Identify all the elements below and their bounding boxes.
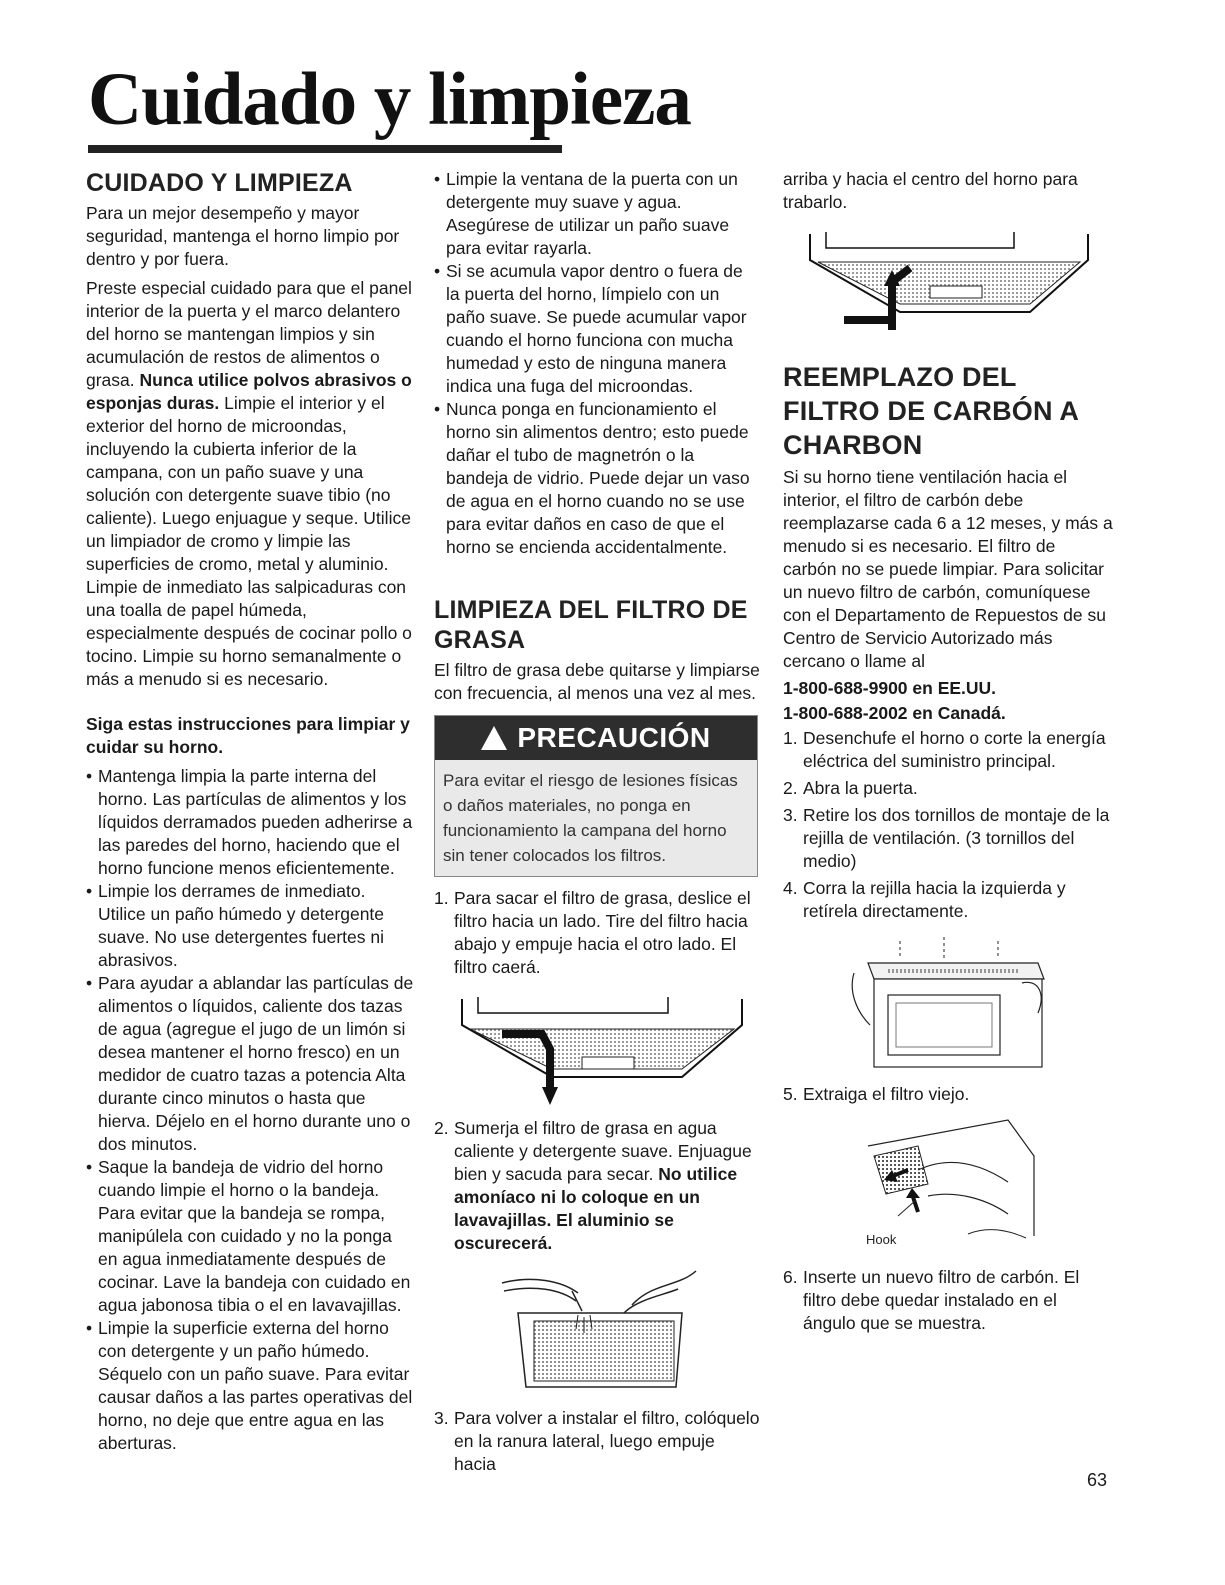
step-text: Sumerja el filtro de grasa en agua caliente y detergente suave. Enjuague bien y sacuda para secar. (454, 1118, 752, 1184)
column-middle (434, 168, 760, 1480)
figure-extract-filter (783, 1116, 1113, 1254)
paragraph-care (86, 277, 414, 691)
figure-wash-filter (434, 1265, 760, 1395)
list-item (783, 877, 1113, 923)
phone-canada: 1-800-688-2002 en Canadá. (783, 703, 1006, 723)
warning-title: PRECAUCIÓN (517, 722, 711, 753)
paragraph-intro: Para un mejor desempeño y mayor seguridad, mantenga el horno limpio por dentro y por fuera. (86, 203, 400, 269)
step-text: Desenchufe el horno o corte la energía eléctrica del suministro principal. (803, 728, 1106, 771)
list-item (783, 1266, 1113, 1335)
instructions-heading: Siga estas instrucciones para limpiar y cuidar su horno. (86, 714, 410, 757)
step-text: Para sacar el filtro de grasa, deslice el filtro hacia un lado. Tire del filtro hacia abajo y empuje hacia el otro lado. El filtro caerá. (454, 888, 751, 977)
paragraph-grease-intro: El filtro de grasa debe quitarse y limpiarse con frecuencia, al menos una vez al mes. (434, 660, 760, 703)
care-bullet-list (86, 765, 414, 1455)
charcoal-steps-b (783, 1083, 1113, 1106)
step-number: 3. (434, 1408, 449, 1428)
extract-filter-illustration (858, 1116, 1038, 1254)
step-text: Para volver a instalar el filtro, colóquelo en la ranura lateral, luego empuje hacia (454, 1408, 760, 1474)
charcoal-steps-c (783, 1266, 1113, 1335)
step-text: Corra la rejilla hacia la izquierda y retírela directamente. (803, 878, 1066, 921)
list-item: • Limpie los derrames de inmediato. Utilice un paño húmedo y detergente suave. No use detergentes fuertes ni abrasivos. (86, 880, 414, 972)
list-item (434, 1407, 760, 1476)
filter-washing-illustration (482, 1265, 712, 1395)
step-number: 3. (783, 805, 798, 825)
warning-text: Para evitar el riesgo de lesiones físicas o daños materiales, no ponga en funcionamiento la campana del horno sin tener colocados los filtros. (443, 771, 738, 865)
step-text: Extraiga el filtro viejo. (803, 1084, 970, 1104)
list-item: • Mantenga limpia la parte interna del horno. Las partículas de alimentos y los líquidos derramados pueden adherirse a las paredes del horno, haciendo que el horno funcione menos eficientemente. (86, 765, 414, 880)
step-number: 2. (783, 778, 798, 798)
list-item: • Limpie la ventana de la puerta con un detergente muy suave y agua. Asegúrese de utilizar un paño suave para evitar rayarla. (434, 168, 760, 260)
grease-steps-b (434, 1117, 760, 1255)
step-text: Inserte un nuevo filtro de carbón. El filtro debe quedar instalado en el ángulo que se muestra. (803, 1267, 1080, 1333)
list-item: • Para ayudar a ablandar las partículas de alimentos o líquidos, caliente dos tazas de agua (agregue el jugo de un limón si desea mantener el horno fresco) en un medidor de cuatro tazas a potencia Alta durante cinco minutos o hasta que hierva. Déjelo en el horno durante uno o dos minutos. (86, 972, 414, 1156)
list-item (783, 727, 1113, 773)
list-item: • Limpie la superficie externa del horno con detergente y un paño húmedo. Séquelo con un paño suave. Para evitar causar daños a las partes operativas del horno, no deje que entre agua en las aberturas. (86, 1317, 414, 1455)
section-heading-care: CUIDADO Y LIMPIEZA (86, 169, 353, 197)
step-number: 1. (783, 728, 798, 748)
figure-remove-vent-grille (783, 933, 1113, 1071)
phone-us: 1-800-688-9900 en EE.UU. (783, 678, 997, 698)
step-text: Retire los dos tornillos de montaje de la rejilla de ventilación. (3 tornillos del medio) (803, 805, 1110, 871)
list-item (783, 804, 1113, 873)
care-text-start: Preste especial cuidado para que el panel interior de la puerta y el marco delantero del horno se mantengan limpios y sin acumulación de restos de alimentos o grasa. (86, 278, 412, 390)
step-number: 1. (434, 888, 449, 908)
list-item (434, 1117, 760, 1255)
list-item: • Saque la bandeja de vidrio del horno cuando limpie el horno o la bandeja. Para evitar que la bandeja se rompa, manipúlela con cuidado y no la ponga en agua inmediatamente después de cocinar. Lave la bandeja con cuidado en agua jabonosa tibia o el en lavavajillas. (86, 1156, 414, 1317)
charcoal-steps (783, 727, 1113, 923)
warning-banner (435, 716, 757, 760)
list-item: • Nunca ponga en funcionamiento el horno sin alimentos dentro; esto puede dañar el tubo de magnetrón o la bandeja de vidrio. Puede dejar un vaso de agua en el horno cuando no se use para evitar daños en caso de que el horno se encienda accidentalmente. (434, 398, 760, 559)
page-title: Cuidado y limpieza (88, 58, 691, 141)
title-rule (88, 145, 562, 153)
list-item (434, 887, 760, 979)
step-number: 2. (434, 1118, 449, 1138)
care-text-end: Limpie el interior y el exterior del horno de microondas, incluyendo la cubierta inferior de la campana, con un paño suave y una solución con detergente suave tibio (no caliente). Luego enjuague y seque. Utilice un limpiador de cromo y limpie las superficies de cromo, metal y aluminio. Limpie de inmediato las salpicaduras con una toalla de papel húmeda, especialmente después de cocinar pollo o tocino. Limpie su horno semanalmente o más a menudo si es necesario. (86, 393, 412, 689)
figure-remove-grease-filter (434, 989, 760, 1105)
figure-install-grease-filter (783, 224, 1113, 334)
grease-steps-c (434, 1407, 760, 1476)
list-item (783, 777, 1113, 800)
list-item: • Si se acumula vapor dentro o fuera de la puerta del horno, límpielo con un paño suave. Se puede acumular vapor cuando el horno funciona con mucha humedad y esto de ninguna manera indica una fuga del microondas. (434, 260, 760, 398)
warning-triangle-icon (481, 726, 507, 750)
care-text-warning: Nunca utilice polvos abrasivos o esponjas duras. (86, 370, 412, 413)
list-item (783, 1083, 1113, 1106)
column-left (86, 168, 414, 1455)
column-right (783, 168, 1113, 1339)
filter-install-illustration (800, 224, 1096, 334)
paragraph-charcoal-intro: Si su horno tiene ventilación hacia el interior, el filtro de carbón debe reemplazarse cada 6 a 12 meses, y más a menudo si es necesario. El filtro de carbón no se puede limpiar. Para solicitar un nuevo filtro de carbón, comuníquese con el Departamento de Repuestos de su Centro de Servicio Autorizado más cercano o llame al (783, 467, 1113, 671)
step-text: Abra la puerta. (803, 778, 918, 798)
step-warning: No utilice amoníaco ni lo coloque en un lavavajillas. El aluminio se oscurecerá. (454, 1164, 738, 1253)
hook-label: Hook (866, 1232, 897, 1247)
page-number: 63 (1086, 1470, 1107, 1490)
section-heading-grease-filter: LIMPIEZA DEL FILTRO DE GRASA (434, 596, 748, 654)
vent-grille-illustration (848, 933, 1048, 1071)
step-number: 5. (783, 1084, 798, 1104)
warning-box (434, 715, 758, 877)
filter-removal-illustration (442, 989, 752, 1105)
paragraph-continued: arriba y hacia el centro del horno para trabarlo. (783, 169, 1078, 212)
step-number: 4. (783, 878, 798, 898)
window-bullet-list (434, 168, 760, 559)
step-number: 6. (783, 1267, 798, 1287)
section-heading-charcoal-filter: REEMPLAZO DEL FILTRO DE CARBÓN A CHARBON (783, 362, 1079, 460)
grease-steps-a (434, 887, 760, 979)
